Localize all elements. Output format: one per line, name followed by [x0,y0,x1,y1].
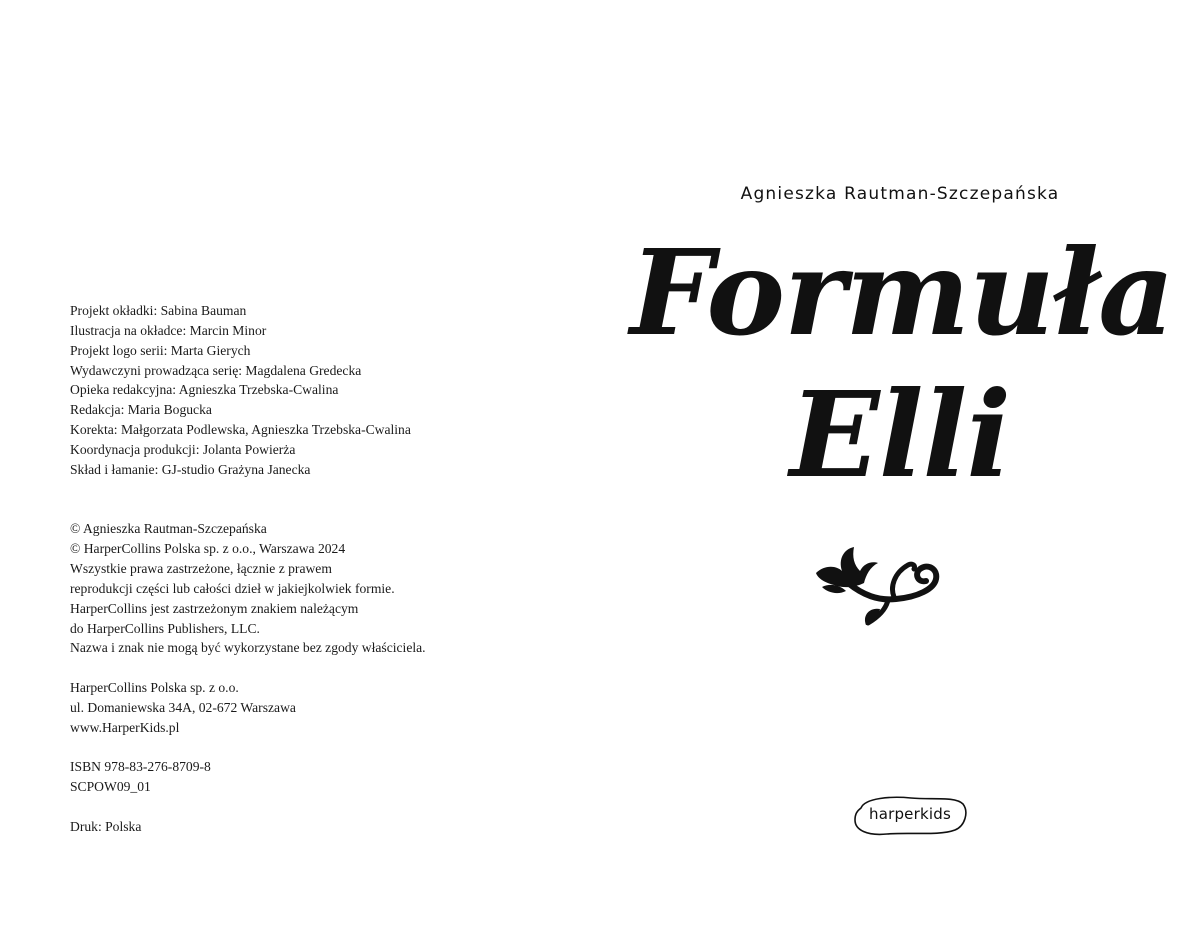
credit-line: Korekta: Małgorzata Podlewska, Agnieszka Trzebska-Cwalina [70,422,411,438]
credit-line: Projekt okładki: Sabina Bauman [70,303,247,318]
credit-line: Wydawczyni prowadząca serię: Magdalena Gredecka [70,362,362,378]
publisher-website: www.HarperKids.pl [70,719,180,735]
copyright-line: HarperCollins jest zastrzeżonym znakiem należącym [70,600,359,616]
credit-line: Projekt logo serii: Marta Gierych [70,342,251,358]
publisher-line: ul. Domaniewska 34A, 02-672 Warszawa [70,699,296,715]
credit-line: Opieka redakcyjna: Agnieszka Trzebska-Cwalina [70,382,339,398]
isbn-block [70,757,530,797]
copyright-line: do HarperCollins Publishers, LLC. [70,620,260,636]
spacer [70,738,530,758]
author-name: Agnieszka Rautman-Szczepańska [740,184,1060,204]
print-info: Druk: Polska [70,818,142,834]
copyright-line: Nazwa i znak nie mogą być wykorzystane bez zgody właściciela. [70,640,426,656]
copyright-line: Wszystkie prawa zastrzeżone, łącznie z prawem [70,560,332,576]
copyright-block [70,519,530,658]
logo-wordmark: harperkids [869,805,951,823]
harperkids-logo [851,790,969,838]
book-title-line-2: Elli [789,365,1011,504]
copyright-line: reprodukcji części lub całości dzieł w jakiejkolwiek formie. [70,580,395,596]
copyright-line: © HarperCollins Polska sp. z o.o., Warszawa 2024 [70,541,346,557]
catalog-code-line: SCPOW09_01 [70,779,151,795]
credit-line: Ilustracja na okładce: Marcin Minor [70,322,267,338]
publisher-line: HarperCollins Polska sp. z o.o. [70,680,239,696]
spacer [70,658,530,678]
credit-line: Skład i łamanie: GJ-studio Grażyna Janecka [70,461,311,477]
credits-block [70,301,530,480]
spacer [70,499,530,519]
credit-line: Redakcja: Maria Bogucka [70,402,212,418]
isbn-line: ISBN 978-83-276-8709-8 [70,759,211,775]
imprint-page [70,301,530,837]
book-title-line-1: Formuła [630,223,1174,362]
book-title [630,222,1174,506]
copyright-line: © Agnieszka Rautman-Szczepańska [70,521,267,537]
publisher-address-block [70,678,530,738]
spacer [70,797,530,817]
floral-flourish-icon [808,543,948,635]
credit-line: Koordynacja produkcji: Jolanta Powierża [70,441,296,457]
spacer [70,480,530,500]
